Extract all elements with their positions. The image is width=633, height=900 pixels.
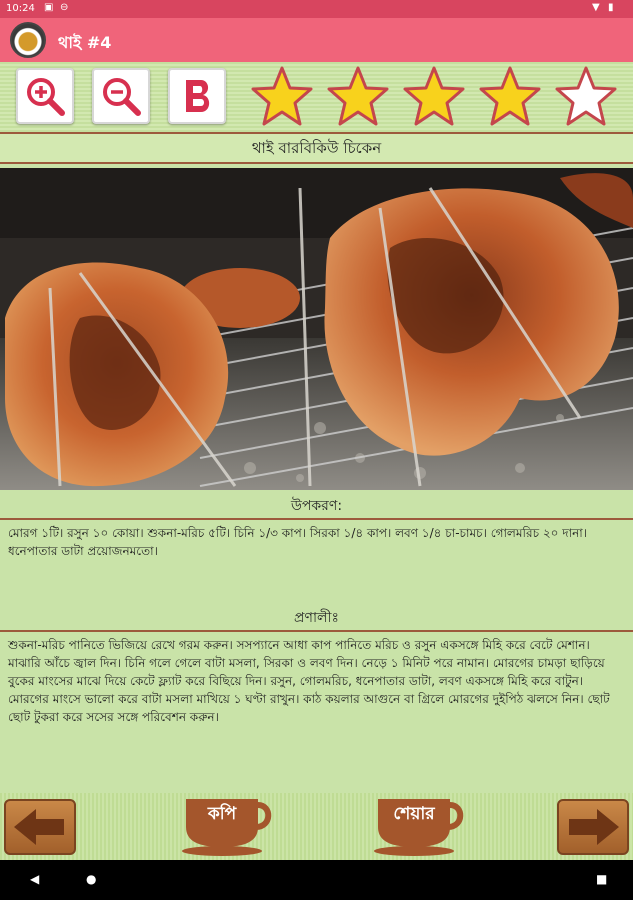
zoom-in-button[interactable]: [16, 68, 74, 124]
dish-photo: [0, 168, 633, 490]
share-button[interactable]: [372, 795, 468, 857]
toolbar: [0, 62, 633, 132]
recents-nav-icon[interactable]: ■: [596, 872, 608, 886]
app-title: থাই #4: [58, 33, 112, 52]
rating-star-3-icon[interactable]: [402, 65, 466, 129]
method-header: প্রণালীঃ: [0, 606, 633, 632]
rating-star-5-icon[interactable]: [554, 65, 618, 129]
arrow-left-icon: [6, 801, 74, 853]
bold-icon: [175, 74, 219, 118]
system-navigation-bar: [0, 860, 633, 900]
notification-icon: ▣: [44, 2, 54, 13]
status-time: 10:24: [6, 3, 35, 14]
app-logo-icon: [10, 22, 46, 58]
bold-button[interactable]: [168, 68, 226, 124]
arrow-right-icon: [559, 801, 627, 853]
next-button[interactable]: [557, 799, 629, 855]
dish-title-bar: [0, 132, 633, 164]
rating-star-1-icon[interactable]: [250, 65, 314, 129]
rating-star-2-icon[interactable]: [326, 65, 390, 129]
sync-icon: ⊖: [60, 2, 69, 13]
dish-title: থাই বারবিকিউ চিকেন: [251, 139, 382, 157]
copy-label: কপি: [207, 804, 237, 824]
battery-icon: ▮: [608, 2, 614, 13]
ingredients-text: মোরগ ১টি। রসুন ১০ কোয়া। শুকনা-মরিচ ৫টি। চিনি ১/৩ কাপ। সিরকা ১/৪ কাপ। লবণ ১/৪ চা-চামচ। গোলমরিচ ২০ দানা। ধনেপাতার ডাটা প্রয়োজনমতো।: [8, 526, 588, 558]
home-nav-icon[interactable]: ●: [86, 872, 97, 886]
previous-button[interactable]: [4, 799, 76, 855]
share-label: শেয়ার: [393, 804, 435, 824]
wifi-icon: ▼: [592, 2, 600, 13]
zoom-out-icon: [99, 74, 143, 118]
ingredients-header: উপকরণ:: [0, 494, 633, 520]
status-bar: [0, 0, 633, 18]
bottom-bar: [0, 793, 633, 860]
zoom-out-button[interactable]: [92, 68, 150, 124]
zoom-in-icon: [23, 74, 67, 118]
app-bar: [0, 18, 633, 62]
rating-star-4-icon[interactable]: [478, 65, 542, 129]
grilled-chicken-image: [0, 168, 633, 490]
back-nav-icon[interactable]: ◀: [30, 872, 40, 886]
method-text: শুকনা-মরিচ পানিতে ভিজিয়ে রেখে গরম করুন। সসপ্যানে আধা কাপ পানিতে মরিচ ও রসুন একসঙ্গে মিহি করে বেটে মেশান। মাঝারি আঁচে জ্বাল দিন। চিনি গলে গেলে বাটা মসলা, সিরকা ও লবণ দিন। নেড়ে ১ মিনিট পরে নামান। মোরগের চামড়া ছাড়িয়ে বুকের মাংসের মাঝে দিয়ে কেটে ফ্ল্যাট করে বিছিয়ে দিন। রসুন, গোলমরিচ, ধনেপাতার ডাটা, লবণ একসঙ্গে মিহি করে বাটুন। মোরগের মাংসে ভালো করে বাটা মসলা মাখিয়ে ১ ঘণ্টা রাখুন। কাঠ কয়লার আগুনে বা গ্রিলে মোরগের দুইপিঠ ঝলসে নিন। ছোট ছোট টুকরা করে সসের সঙ্গে পরিবেশন করুন।: [8, 638, 610, 724]
copy-button[interactable]: [180, 795, 276, 857]
